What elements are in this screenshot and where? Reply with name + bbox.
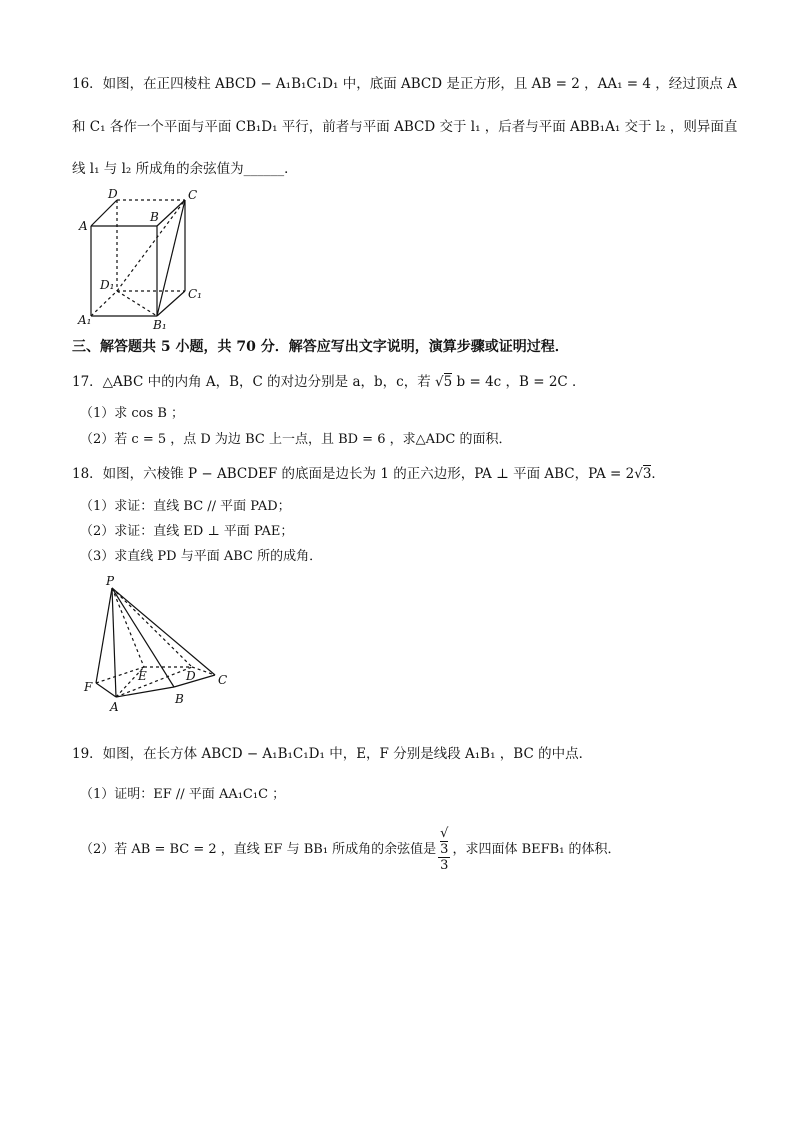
fraction [438,826,450,873]
pyramid-figure [82,574,242,714]
edge-PC [112,588,215,675]
label-P: P [106,574,115,588]
q18-radicand: 3 [642,466,652,482]
label-A: A [79,219,88,233]
edge-PF [96,588,112,683]
q17-stem-b: b = 4c ，B = 2C ． [456,374,586,390]
label-B: B [175,692,184,706]
label-A: A [110,700,119,714]
prism-figure [72,186,212,331]
fraction-numerator: √ 3 [440,826,449,857]
edge-B1C1 [157,291,185,316]
q19-part2-b: ，求四面体 BEFB₁ 的体积． [452,842,621,857]
q17-stem [72,370,586,390]
q18-part2: （2）求证：直线 ED ⊥ 平面 PAE； [80,524,294,539]
edge-CB1 [157,200,185,316]
edge-A1D1 [91,291,117,316]
q18-part1: （1）求证：直线 BC // 平面 PAD； [80,499,291,514]
numerator-radicand: 3 [440,842,449,857]
q16-line2: 和 C₁ 各作一个平面与平面 CB₁D₁ 平行，前者与平面 ABCD 交于 l₁ ，后者与平面 ABB₁A₁ 交于 l₂ ，则异面直 [72,119,738,135]
edge-AD [91,200,117,226]
edge-D1B1 [117,291,157,316]
label-D1: D₁ [100,278,115,292]
edge-PD [112,588,192,667]
q17-part2: （2）若 c = 5 ，点 D 为边 BC 上一点，且 BD = 6 ，求△ADC 的面积． [80,432,512,447]
edge-PA [112,588,116,697]
sqrt-symbol: √ [634,466,643,482]
q19-part2 [80,826,621,873]
q17-stem-a: 17．△ABC 中的内角 A，B，C 的对边分别是 a，b，c，若 [72,374,431,390]
q18-part3: （3）求直线 PD 与平面 ABC 所的成角． [80,549,323,564]
q16-line3: 线 l₁ 与 l₂ 所成角的余弦值为______． [72,161,298,177]
q19-stem: 19．如图，在长方体 ABCD − A₁B₁C₁D₁ 中，E，F 分别是线段 A₁B₁ ，BC 的中点． [72,746,593,762]
fraction-denominator: 3 [440,858,449,873]
q19-part2-a: （2）若 AB = BC = 2 ，直线 EF 与 BB₁ 所成角的余弦值是 [80,842,437,857]
label-D: D [108,187,118,201]
label-C1: C₁ [188,287,202,301]
edge-PE [112,588,144,667]
q18-stem-a: 18．如图，六棱锥 P − ABCDEF 的底面是边长为 1 的正六边形，PA ⊥ 平面 ABC，PA = 2 [72,466,635,482]
label-C: C [218,673,228,687]
label-D: D [186,669,196,683]
label-F: F [84,680,93,694]
q18-stem-b: ． [651,466,665,482]
label-C: C [188,188,198,202]
q17-radicand: 5 [443,374,453,390]
edge-BC [157,200,185,226]
label-B1: B₁ [153,318,167,331]
q17-part1: （1）求 cos B ； [80,406,185,421]
label-B: B [150,210,159,224]
q18-stem [72,462,665,482]
q16-line1: 16．如图，在正四棱柱 ABCD − A₁B₁C₁D₁ 中，底面 ABCD 是正方形，且 AB = 2 ，AA₁ = 4 ，经过顶点 A [72,76,737,92]
label-A1: A₁ [78,313,92,327]
section-title: 三、解答题共 5 小题，共 70 分．解答应写出文字说明，演算步骤或证明过程． [72,339,569,355]
edge-FA [96,683,116,697]
label-E: E [138,669,147,683]
q19-part1: （1）证明：EF // 平面 AA₁C₁C ； [80,787,286,802]
sqrt-symbol: √ [435,374,444,390]
